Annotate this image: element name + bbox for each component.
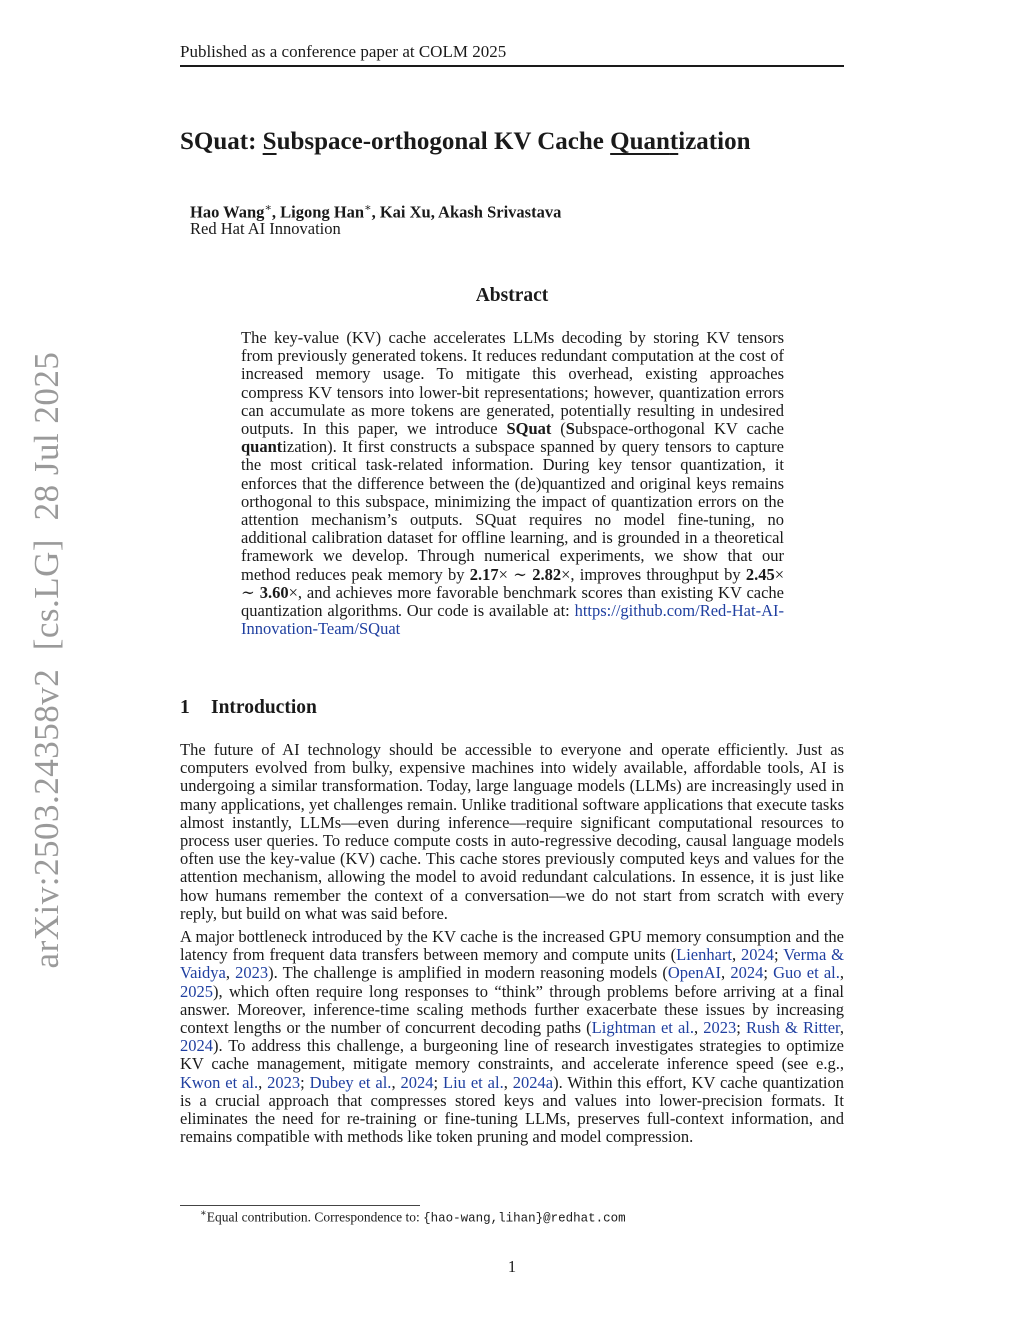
intro-paragraph: The future of AI technology should be accessible to everyone and operate efficiently. Just as computers evolved from bulky, expensive machines into widely available, affordable tools, AI is undergoing a similar transformation. Today, large language models (LLMs) are increasingly used in many applications, yet challenges remain. Unlike traditional software applications that execute tasks almost instantly, LLMs—even during inference—require significant computational resources to process user queries. To reduce compute costs in auto-regressive decoding, causal language models often use the key-value (KV) cache. This cache stores previously computed keys and values for the attention mechanism, allowing the model to avoid redundant calculations. In essence, it is just like how humans remember the context of a conversation—we do not start from scratch with every reply, but build on what was said before.	[180, 740, 844, 923]
body-text: ;	[763, 963, 774, 983]
title-underlined-quan: Quan	[610, 128, 670, 155]
method-letter: quan	[241, 437, 277, 457]
citation-link[interactable]: 2024a	[512, 1072, 554, 1092]
abstract-text: × ∼	[241, 564, 784, 602]
body-text: ,	[503, 1072, 513, 1092]
citation-link[interactable]: 2023	[267, 1072, 301, 1092]
body-text: ;	[300, 1072, 310, 1092]
title-underlined-t: t	[669, 128, 679, 155]
arxiv-identifier: arXiv:2503.24358v2 [cs.LG] 28 Jul 2025	[27, 351, 66, 969]
metric-value: 2.17	[469, 564, 499, 584]
section-title: Introduction	[211, 697, 317, 718]
citation-link[interactable]: Lightman et al.	[591, 1018, 694, 1038]
citation-link[interactable]: 2023	[235, 963, 269, 983]
abstract-text: ×, improves throughput by	[561, 564, 746, 584]
body-text: ,	[839, 1018, 844, 1038]
citation-link[interactable]: Liu et al.	[443, 1072, 504, 1092]
citation-link[interactable]: Verma & Vaidya	[180, 945, 845, 983]
citation-link[interactable]: 2024	[741, 945, 775, 965]
title-text: ubspace-orthogonal KV Cache	[276, 128, 611, 155]
abstract-text: ×, and achieves more favorable benchmark scores than existing KV cache quantization algorithms. Our code is available at:	[241, 582, 785, 621]
citation-link[interactable]: Lienhart	[676, 945, 732, 965]
footnote-rule	[180, 1205, 420, 1206]
intro-paragraph	[180, 928, 844, 1146]
author-name: , Kai Xu, Akash Srivastava	[371, 202, 562, 222]
body-text: ). The challenge is amplified in modern reasoning models (	[268, 963, 668, 983]
metric-value: 2.82	[532, 564, 562, 584]
citation-link[interactable]: 2024	[400, 1072, 434, 1092]
author-name: Hao Wang	[190, 202, 265, 222]
introduction-body	[180, 741, 844, 1151]
citation-link[interactable]: OpenAI	[667, 963, 722, 983]
paper-title	[180, 128, 750, 156]
body-text: ,	[694, 1018, 704, 1038]
section-number: 1	[180, 697, 190, 718]
method-name: SQuat	[506, 419, 552, 439]
body-text: ), which often require long responses to “think” through problems before arriving at a final answer. Moreover, inference-time scaling methods further exacerbate these issues by increasing context lengths or the number of concurrent decoding paths (	[180, 981, 844, 1038]
body-text: ,	[721, 963, 731, 983]
footnote	[200, 1208, 626, 1226]
body-text: A major bottleneck introduced by the KV cache is the increased GPU memory consumption and the latency from frequent data transfers between memory and compute units (	[180, 927, 844, 965]
body-text: ;	[433, 1072, 443, 1092]
footnote-text: Equal contribution. Correspondence to:	[206, 1209, 424, 1225]
citation-link[interactable]: 2025	[180, 981, 213, 1001]
contact-email: {hao-wang,lihan}@redhat.com	[423, 1211, 626, 1226]
equal-contribution-mark: ∗	[364, 202, 372, 214]
abstract-text: ubspace-orthogonal KV cache	[574, 419, 784, 439]
affiliation: Red Hat AI Innovation	[190, 219, 341, 238]
metric-value: 3.60	[259, 582, 289, 602]
abstract-paragraph	[241, 329, 784, 638]
body-text: ,	[732, 945, 742, 965]
citation-link[interactable]: 2024	[180, 1036, 213, 1056]
method-letter: t	[276, 437, 283, 457]
citation-link[interactable]: Guo et al.	[773, 963, 840, 983]
body-text: ). Within this effort, KV cache quantization is a crucial approach that compresses stored keys and values into lower-precision formats. It eliminates the need for re-training or fine-tuning LLMs, preserves full-context information, and remains compatible with methods like token pruning and model compression.	[180, 1072, 845, 1147]
citation-link[interactable]: Dubey et al.	[309, 1072, 392, 1092]
citation-link[interactable]: 2023	[703, 1018, 737, 1038]
body-text: ,	[839, 963, 845, 983]
title-text: SQuat:	[180, 128, 263, 155]
body-text: ;	[774, 945, 784, 965]
abstract-text: × ∼	[498, 564, 533, 584]
body-text: ). To address this challenge, a burgeoning line of research investigates strategies to optimize KV cache management, mitigate memory constraints, and accelerate inference speed (see e.g.,	[180, 1036, 844, 1074]
body-text: ;	[736, 1018, 746, 1038]
equal-contribution-mark: ∗	[264, 202, 272, 214]
abstract-text: (	[551, 419, 566, 439]
title-underlined-s: S	[262, 128, 277, 155]
body-text: ,	[391, 1072, 401, 1092]
method-letter: S	[565, 419, 575, 439]
header-rule	[180, 65, 844, 67]
citation-link[interactable]: 2024	[730, 963, 764, 983]
citation-link[interactable]: Kwon et al.	[180, 1072, 259, 1092]
section-heading-introduction	[180, 697, 317, 719]
page-number: 1	[507, 1257, 517, 1276]
abstract-body	[241, 329, 784, 638]
running-header: Published as a conference paper at COLM 2025	[180, 42, 507, 61]
abstract-text: ization). It first constructs a subspace spanned by query tensors to capture the most critical task-related information. During key tensor quantization, it enforces that the difference between the (de)quantized and original keys remains orthogonal to this subspace, minimizing the impact of quantization errors on the attention mechanism’s outputs. SQuat requires no model fine-tuning, no additional calibration dataset for offline learning, and is grounded in a theoretical framework we develop. Through numerical experiments, we show that our method reduces peak memory by	[241, 437, 784, 584]
body-text: ,	[225, 963, 236, 983]
metric-value: 2.45	[745, 564, 775, 584]
abstract-heading: Abstract	[475, 285, 549, 306]
body-text: ,	[258, 1072, 268, 1092]
title-text: ization	[678, 128, 751, 155]
author-name: , Ligong Han	[271, 202, 365, 222]
abstract-text: The key-value (KV) cache accelerates LLMs decoding by storing KV tensors from previously generated tokens. It reduces redundant computation at the cost of increased memory usage. To mitigate this overhead, existing approaches compress KV tensors into lower-bit representations; however, quantization errors can accumulate as more tokens are generated, potentially resulting in undesired outputs. In this paper, we introduce	[241, 328, 784, 439]
citation-link[interactable]: Rush & Ritter	[745, 1018, 840, 1038]
footnote-mark: ∗	[200, 1208, 207, 1219]
code-repository-link[interactable]: https://github.com/Red-Hat-AI-Innovation-Team/SQuat	[241, 601, 784, 639]
